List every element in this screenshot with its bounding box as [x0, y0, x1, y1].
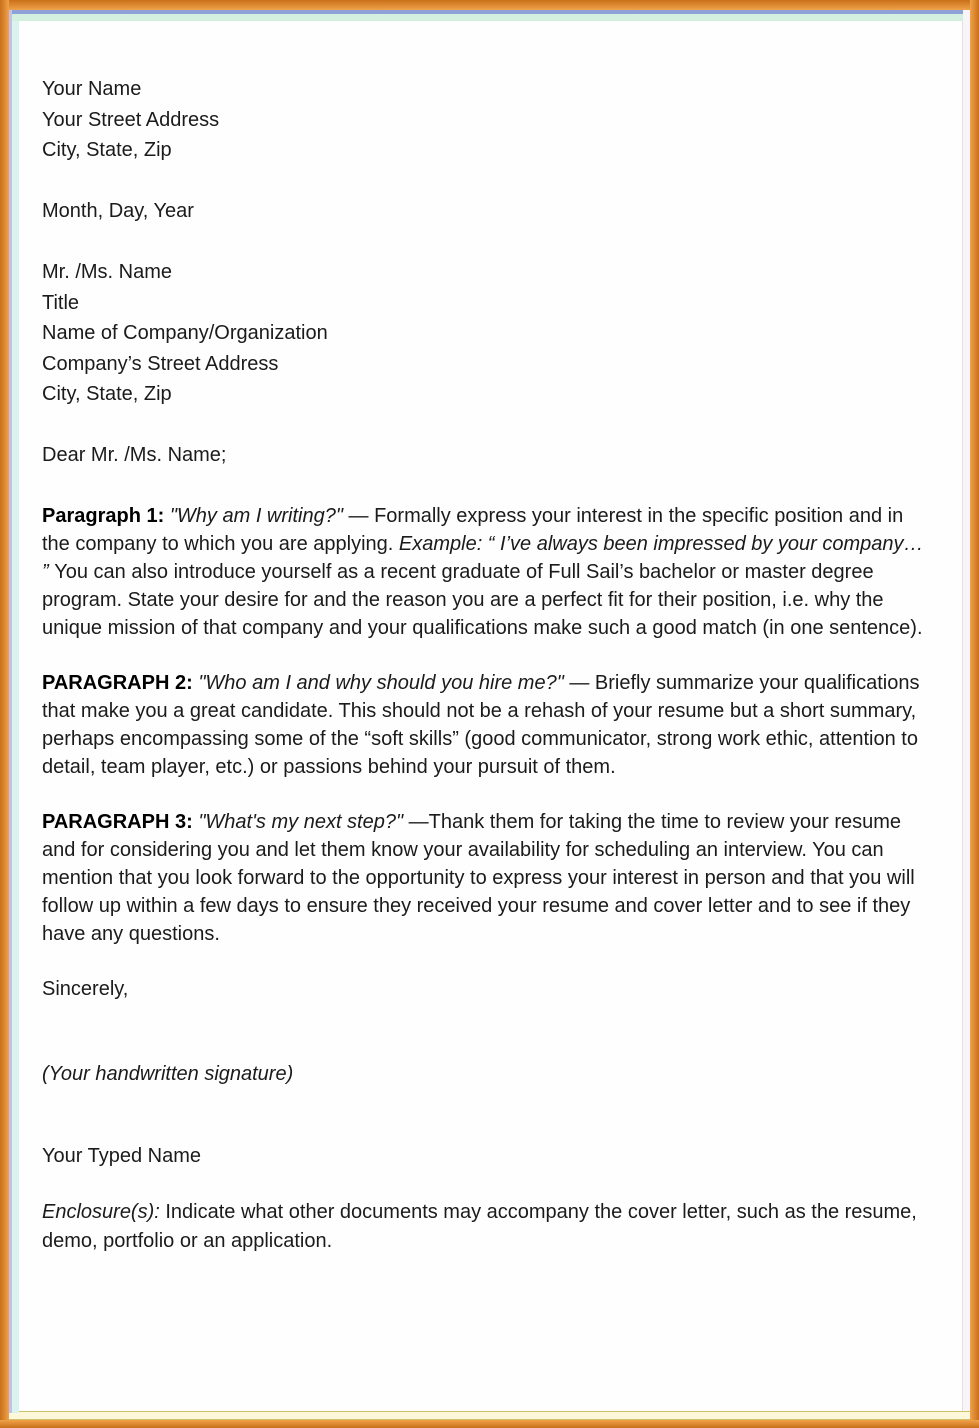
page-border-bottom — [0, 1420, 979, 1428]
paragraph-3-text: —Thank them for taking the time to review your resume and for considering you and let them know your availability for scheduling an interview. You can mention that you look forward to the opportunity to express your interest in person and that you will follow up within a few days to ensure they received your resume and cover letter and to see if they have any questions. — [42, 810, 915, 945]
letter-body — [42, 74, 926, 1256]
accent-line-left-cyan — [12, 21, 19, 1413]
paragraph-2-quote: "Who am I and why should you hire me?" — [192, 671, 564, 694]
paragraph-2 — [42, 669, 926, 781]
recipient-company-street: Company’s Street Address — [42, 352, 279, 375]
paragraph-1-label: Paragraph 1: — [42, 504, 165, 527]
date-line: Month, Day, Year — [42, 200, 194, 222]
paragraph-3-label: PARAGRAPH 3: — [42, 810, 193, 833]
handwritten-signature-placeholder: (Your handwritten signature) — [42, 1062, 294, 1085]
enclosure-label: Enclosure(s): — [42, 1200, 160, 1223]
accent-line-top-mint — [9, 14, 963, 21]
paragraph-2-label: PARAGRAPH 2: — [42, 671, 193, 694]
paragraph-1 — [42, 502, 926, 642]
paragraph-1-example: Example: “ I’ve always been impressed by your company… ” — [42, 532, 924, 583]
salutation: Dear Mr. /Ms. Name; — [42, 444, 227, 466]
sender-name: Your Name — [42, 78, 142, 100]
recipient-address-block — [42, 257, 926, 410]
sender-street-address: Your Street Address — [42, 108, 220, 131]
closing-salutation: Sincerely, — [42, 977, 129, 1000]
sender-city-state-zip: City, State, Zip — [42, 139, 172, 161]
recipient-city-state-zip: City, State, Zip — [42, 383, 172, 405]
enclosure-note — [42, 1198, 926, 1256]
paragraph-3 — [42, 808, 926, 948]
page-border-left — [0, 0, 9, 1428]
paragraph-1-text-continued: You can also introduce yourself as a recent graduate of Full Sail’s bachelor or master degree program. State your desire for and the reason you are a perfect fit for their position, i.e. why the unique mission of that company and your qualifications make such a good match (in one sentence). — [42, 560, 923, 639]
paragraph-3-quote: "What's my next step?" — [192, 810, 404, 833]
paragraph-2-text: — Briefly summarize your qualifications that make you a great candidate. This should not be a rehash of your resume but a short summary, perhaps encompassing some of the “soft skills” (good communicator, strong work ethic, attention to detail, team player, etc.) or passions behind your pursuit of them. — [42, 671, 920, 778]
page-border-right-inner-stripe — [962, 10, 970, 1420]
enclosure-text: Indicate what other documents may accompany the cover letter, such as the resume, demo, portfolio or an application. — [42, 1200, 917, 1252]
recipient-name: Mr. /Ms. Name — [42, 261, 173, 283]
page-border-bottom-gold-stripe — [9, 1411, 970, 1420]
recipient-title: Title — [42, 291, 80, 314]
page-border-top — [0, 0, 979, 10]
paragraph-1-text: — Formally express your interest in the specific position and in the company to which you are applying. — [42, 504, 904, 555]
paragraph-1-quote: "Why am I writing?" — [164, 504, 343, 527]
sender-address-block — [42, 74, 926, 166]
typed-name: Your Typed Name — [42, 1144, 201, 1167]
recipient-company-name: Name of Company/Organization — [42, 322, 328, 344]
page-border-right — [970, 0, 979, 1428]
